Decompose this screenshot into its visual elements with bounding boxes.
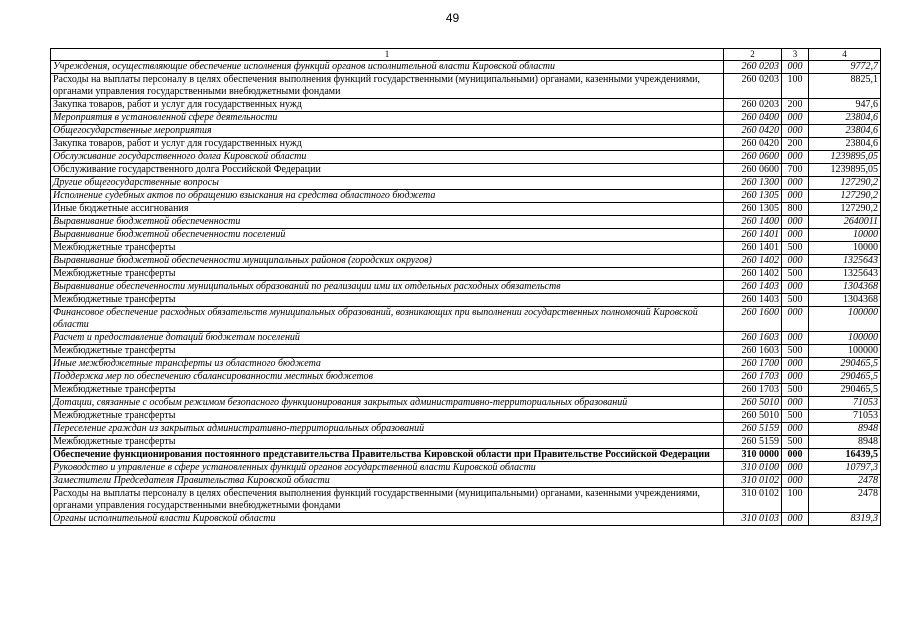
row-code-cell: 260 5010 (724, 397, 782, 410)
table-row (51, 294, 881, 307)
row-name-cell: Финансовое обеспечение расходных обязательств муниципальных образований, возникающих при выполнении государственных полномочий Кировской области (51, 307, 724, 332)
row-expense-type-cell: 100 (782, 74, 809, 99)
row-code-cell: 310 0103 (724, 513, 782, 526)
row-name-cell: Органы исполнительной власти Кировской области (51, 513, 724, 526)
table-row (51, 475, 881, 488)
row-expense-type-cell: 200 (782, 138, 809, 151)
row-amount-cell: 2478 (809, 475, 881, 488)
row-expense-type-cell: 000 (782, 358, 809, 371)
row-expense-type-cell: 800 (782, 203, 809, 216)
table-row (51, 513, 881, 526)
row-name-cell: Закупка товаров, работ и услуг для государственных нужд (51, 99, 724, 112)
table-row (51, 112, 881, 125)
table-body (51, 61, 881, 526)
row-expense-type-cell: 500 (782, 436, 809, 449)
row-amount-cell: 71053 (809, 410, 881, 423)
row-code-cell: 310 0000 (724, 449, 782, 462)
row-amount-cell: 290465,5 (809, 371, 881, 384)
row-expense-type-cell: 000 (782, 449, 809, 462)
row-amount-cell: 2478 (809, 488, 881, 513)
row-code-cell: 260 1703 (724, 384, 782, 397)
table-header-row (51, 49, 881, 61)
table-row (51, 255, 881, 268)
table-row (51, 281, 881, 294)
row-code-cell: 260 1300 (724, 177, 782, 190)
row-code-cell: 260 0600 (724, 151, 782, 164)
column-header-name: 1 (51, 49, 724, 61)
row-expense-type-cell: 200 (782, 99, 809, 112)
row-name-cell: Межбюджетные трансферты (51, 294, 724, 307)
row-code-cell: 260 1600 (724, 307, 782, 332)
row-name-cell: Межбюджетные трансферты (51, 410, 724, 423)
table-row (51, 242, 881, 255)
table-row (51, 229, 881, 242)
table-row (51, 436, 881, 449)
table-row (51, 449, 881, 462)
row-expense-type-cell: 000 (782, 61, 809, 74)
row-name-cell: Заместители Председателя Правительства Кировской области (51, 475, 724, 488)
row-amount-cell: 100000 (809, 332, 881, 345)
row-amount-cell: 9772,7 (809, 61, 881, 74)
row-name-cell: Межбюджетные трансферты (51, 436, 724, 449)
row-code-cell: 310 0100 (724, 462, 782, 475)
row-expense-type-cell: 500 (782, 384, 809, 397)
row-amount-cell: 2640011 (809, 216, 881, 229)
column-header-code: 2 (724, 49, 782, 61)
row-name-cell: Расходы на выплаты персоналу в целях обеспечения выполнения функций государственными (муниципальными) органами, казенными учреждениями, органами управления государственными внебюджетными фондами (51, 74, 724, 99)
table-row (51, 397, 881, 410)
row-amount-cell: 947,6 (809, 99, 881, 112)
row-code-cell: 260 1703 (724, 371, 782, 384)
row-expense-type-cell: 500 (782, 268, 809, 281)
table-row (51, 151, 881, 164)
row-name-cell: Выравнивание бюджетной обеспеченности поселений (51, 229, 724, 242)
row-amount-cell: 127290,2 (809, 203, 881, 216)
row-expense-type-cell: 000 (782, 255, 809, 268)
row-amount-cell: 1239895,05 (809, 151, 881, 164)
table-row (51, 410, 881, 423)
row-name-cell: Закупка товаров, работ и услуг для государственных нужд (51, 138, 724, 151)
row-amount-cell: 71053 (809, 397, 881, 410)
row-expense-type-cell: 000 (782, 307, 809, 332)
row-name-cell: Иные бюджетные ассигнования (51, 203, 724, 216)
row-name-cell: Выравнивание бюджетной обеспеченности (51, 216, 724, 229)
row-amount-cell: 10000 (809, 242, 881, 255)
row-amount-cell: 23804,6 (809, 138, 881, 151)
row-expense-type-cell: 000 (782, 513, 809, 526)
row-code-cell: 260 0203 (724, 61, 782, 74)
table-row (51, 203, 881, 216)
row-amount-cell: 8825,1 (809, 74, 881, 99)
row-code-cell: 260 1700 (724, 358, 782, 371)
row-amount-cell: 127290,2 (809, 190, 881, 203)
row-name-cell: Дотации, связанные с особым режимом безопасного функционирования закрытых административно-территориальных образований (51, 397, 724, 410)
row-code-cell: 260 1401 (724, 242, 782, 255)
row-code-cell: 260 1403 (724, 294, 782, 307)
row-name-cell: Иные межбюджетные трансферты из областного бюджета (51, 358, 724, 371)
row-amount-cell: 1239895,05 (809, 164, 881, 177)
row-code-cell: 260 0600 (724, 164, 782, 177)
row-expense-type-cell: 700 (782, 164, 809, 177)
row-code-cell: 260 0203 (724, 74, 782, 99)
row-amount-cell: 16439,5 (809, 449, 881, 462)
row-code-cell: 260 0203 (724, 99, 782, 112)
row-amount-cell: 8948 (809, 436, 881, 449)
row-code-cell: 260 1401 (724, 229, 782, 242)
table-row (51, 358, 881, 371)
table-row (51, 99, 881, 112)
row-amount-cell: 10000 (809, 229, 881, 242)
row-amount-cell: 127290,2 (809, 177, 881, 190)
row-code-cell: 260 0400 (724, 112, 782, 125)
row-code-cell: 260 0420 (724, 125, 782, 138)
row-expense-type-cell: 000 (782, 151, 809, 164)
row-code-cell: 260 0420 (724, 138, 782, 151)
row-code-cell: 310 0102 (724, 488, 782, 513)
table-row (51, 61, 881, 74)
table-row (51, 125, 881, 138)
row-expense-type-cell: 000 (782, 332, 809, 345)
row-name-cell: Выравнивание обеспеченности муниципальных образований по реализации ими их отдельных расходных обязательств (51, 281, 724, 294)
row-expense-type-cell: 000 (782, 397, 809, 410)
row-code-cell: 260 1403 (724, 281, 782, 294)
row-expense-type-cell: 100 (782, 488, 809, 513)
row-expense-type-cell: 500 (782, 294, 809, 307)
row-expense-type-cell: 000 (782, 190, 809, 203)
column-header-amount: 4 (809, 49, 881, 61)
row-expense-type-cell: 000 (782, 475, 809, 488)
row-expense-type-cell: 000 (782, 125, 809, 138)
row-code-cell: 260 1305 (724, 203, 782, 216)
row-code-cell: 260 1603 (724, 345, 782, 358)
table-row (51, 384, 881, 397)
row-amount-cell: 1325643 (809, 255, 881, 268)
row-amount-cell: 290465,5 (809, 358, 881, 371)
budget-table (50, 48, 881, 526)
row-expense-type-cell: 500 (782, 345, 809, 358)
row-amount-cell: 1304368 (809, 294, 881, 307)
row-name-cell: Учреждения, осуществляющие обеспечение исполнения функций органов исполнительной власти Кировской области (51, 61, 724, 74)
row-expense-type-cell: 000 (782, 423, 809, 436)
row-name-cell: Расходы на выплаты персоналу в целях обеспечения выполнения функций государственными (муниципальными) органами, казенными учреждениями, органами управления государственными внебюджетными фондами (51, 488, 724, 513)
row-amount-cell: 10797,3 (809, 462, 881, 475)
row-name-cell: Обслуживание государственного долга Российской Федерации (51, 164, 724, 177)
row-name-cell: Поддержка мер по обеспечению сбалансированности местных бюджетов (51, 371, 724, 384)
table-row (51, 190, 881, 203)
row-expense-type-cell: 000 (782, 462, 809, 475)
row-name-cell: Межбюджетные трансферты (51, 242, 724, 255)
row-code-cell: 260 1400 (724, 216, 782, 229)
row-amount-cell: 8319,3 (809, 513, 881, 526)
table-row (51, 138, 881, 151)
row-expense-type-cell: 000 (782, 229, 809, 242)
row-amount-cell: 23804,6 (809, 112, 881, 125)
table-row (51, 268, 881, 281)
row-code-cell: 260 1305 (724, 190, 782, 203)
row-amount-cell: 100000 (809, 345, 881, 358)
row-expense-type-cell: 500 (782, 242, 809, 255)
row-name-cell: Межбюджетные трансферты (51, 268, 724, 281)
row-expense-type-cell: 000 (782, 371, 809, 384)
row-amount-cell: 23804,6 (809, 125, 881, 138)
table-row (51, 307, 881, 332)
row-code-cell: 260 1402 (724, 255, 782, 268)
row-name-cell: Выравнивание бюджетной обеспеченности муниципальных районов (городских округов) (51, 255, 724, 268)
row-code-cell: 260 1603 (724, 332, 782, 345)
row-name-cell: Мероприятия в установленной сфере деятельности (51, 112, 724, 125)
row-name-cell: Исполнение судебных актов по обращению взыскания на средства областного бюджета (51, 190, 724, 203)
table-row (51, 462, 881, 475)
row-code-cell: 260 5010 (724, 410, 782, 423)
row-name-cell: Межбюджетные трансферты (51, 384, 724, 397)
table-row (51, 164, 881, 177)
table-row (51, 488, 881, 513)
row-expense-type-cell: 000 (782, 281, 809, 294)
row-expense-type-cell: 000 (782, 177, 809, 190)
row-name-cell: Межбюджетные трансферты (51, 345, 724, 358)
table-row (51, 177, 881, 190)
row-name-cell: Обеспечение функционирования постоянного представительства Правительства Кировской области при Правительстве Российской Федерации (51, 449, 724, 462)
row-amount-cell: 290465,5 (809, 384, 881, 397)
row-amount-cell: 8948 (809, 423, 881, 436)
row-name-cell: Расчет и предоставление дотаций бюджетам поселений (51, 332, 724, 345)
table-row (51, 371, 881, 384)
row-expense-type-cell: 000 (782, 216, 809, 229)
row-amount-cell: 1325643 (809, 268, 881, 281)
row-name-cell: Переселение граждан из закрытых административно-территориальных образований (51, 423, 724, 436)
row-code-cell: 310 0102 (724, 475, 782, 488)
row-name-cell: Другие общегосударственные вопросы (51, 177, 724, 190)
table-row (51, 423, 881, 436)
row-code-cell: 260 1402 (724, 268, 782, 281)
table-row (51, 216, 881, 229)
row-name-cell: Обслуживание государственного долга Кировской области (51, 151, 724, 164)
row-code-cell: 260 5159 (724, 436, 782, 449)
row-amount-cell: 1304368 (809, 281, 881, 294)
row-expense-type-cell: 500 (782, 410, 809, 423)
row-code-cell: 260 5159 (724, 423, 782, 436)
row-name-cell: Общегосударственные мероприятия (51, 125, 724, 138)
row-expense-type-cell: 000 (782, 112, 809, 125)
table-row (51, 332, 881, 345)
column-header-expense-type: 3 (782, 49, 809, 61)
table-row (51, 345, 881, 358)
page-number: 49 (445, 11, 460, 25)
row-name-cell: Руководство и управление в сфере установленных функций органов государственной власти Кировской области (51, 462, 724, 475)
table-row (51, 74, 881, 99)
row-amount-cell: 100000 (809, 307, 881, 332)
